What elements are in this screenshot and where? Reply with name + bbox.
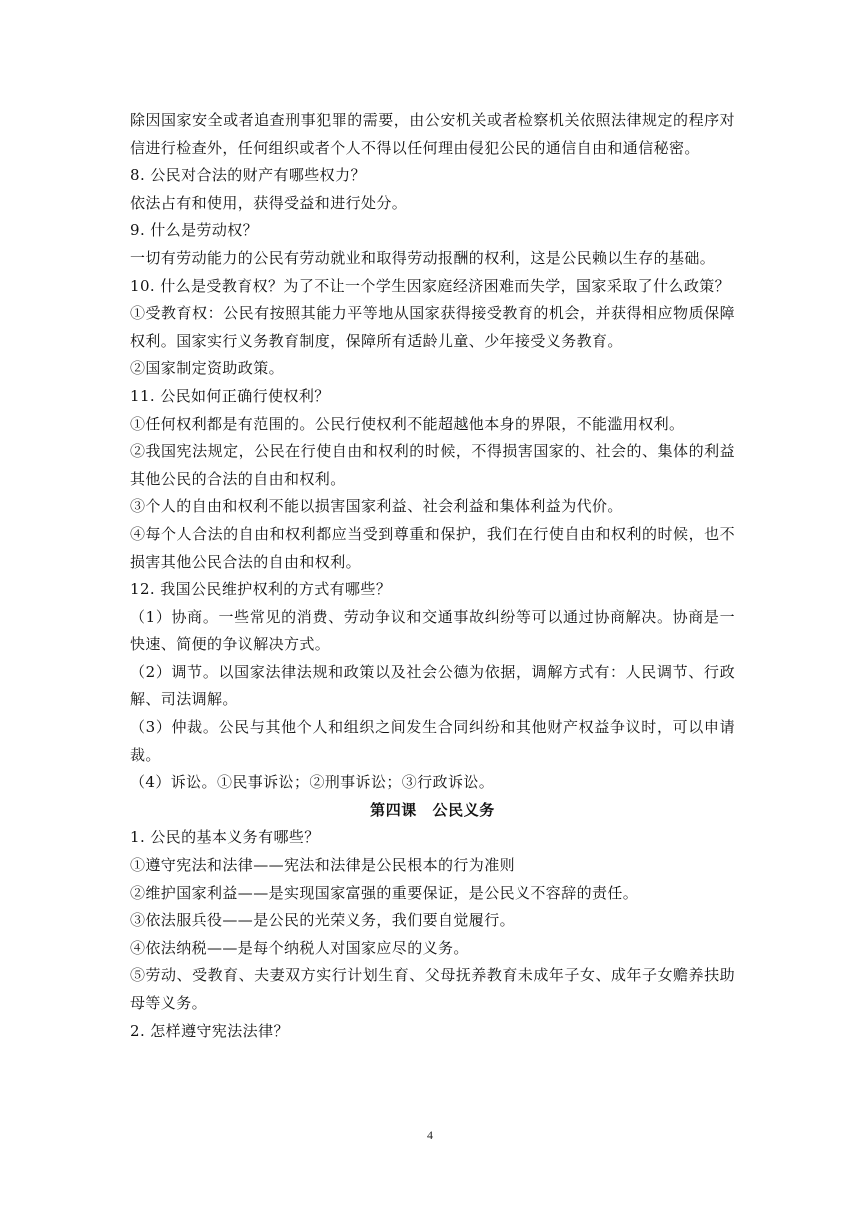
text-line: 损害其他公民合法的自由和权利。 [130, 552, 362, 571]
text-line: ②国家制定资助政策。 [130, 359, 285, 378]
text-line: 11. 公民如何正确行使权利？ [130, 386, 330, 405]
text-line: 依法占有和使用，获得受益和进行处分。 [130, 193, 408, 212]
text-line: 1. 公民的基本义务有哪些？ [130, 828, 320, 847]
text-line: ①遵守宪法和法律——宪法和法律是公民根本的行为准则 [130, 856, 516, 875]
text-line: ③依法服兵役——是公民的光荣义务，我们要自觉履行。 [130, 911, 516, 930]
text-line: 解、司法调解。 [130, 690, 238, 709]
page-body-text [130, 107, 735, 1045]
text-line: 信进行检查外，任何组织或者个人不得以任何理由侵犯公民的通信自由和通信秘密。 [130, 138, 700, 157]
text-line: （3）仲裁。公民与其他个人和组织之间发生合同纠纷和其他财产权益争议时，可以申请 [130, 718, 735, 737]
text-line: 快速、简便的争议解决方式。 [130, 635, 331, 654]
text-line: 除因国家安全或者追查刑事犯罪的需要，由公安机关或者检察机关依照法律规定的程序对 [130, 111, 735, 129]
text-line: 2. 怎样遵守宪法法律？ [130, 1021, 289, 1040]
text-line: （1）协商。一些常见的消费、劳动争议和交通事故纠纷等可以通过协商解决。协商是一 [130, 607, 735, 626]
text-line: （2）调节。以国家法律法规和政策以及社会公德为依据，调解方式有：人民调节、行政 [130, 662, 735, 681]
text-line: ④每个人合法的自由和权利都应当受到尊重和保护，我们在行使自由和权利的时候，也不 [130, 524, 735, 543]
text-line: ①任何权利都是有范围的。公民行使权利不能超越他本身的界限，不能滥用权利。 [130, 414, 685, 433]
text-line: ④依法纳税——是每个纳税人对国家应尽的义务。 [130, 938, 469, 957]
section-heading: 第四课 公民义务 [370, 800, 495, 819]
page-number: 4 [427, 1128, 433, 1142]
text-line: （4）诉讼。①民事诉讼；②刑事诉讼；③行政诉讼。 [130, 773, 495, 792]
text-line: ③个人的自由和权利不能以损害国家利益、社会利益和集体利益为代价。 [130, 497, 623, 516]
text-line: 裁。 [130, 745, 161, 764]
text-line: 12. 我国公民维护权利的方式有哪些？ [130, 580, 392, 599]
text-line: ①受教育权：公民有按照其能力平等地从国家获得接受教育的机会，并获得相应物质保障 [130, 304, 735, 323]
text-line: 10. 什么是受教育权？为了不让一个学生因家庭经济困难而失学，国家采取了什么政策？ [130, 276, 731, 295]
text-line: 9. 什么是劳动权？ [130, 221, 259, 240]
text-line: ②我国宪法规定，公民在行使自由和权利的时候，不得损害国家的、社会的、集体的利益 [130, 442, 735, 461]
text-line: 其他公民的合法的自由和权利。 [130, 469, 346, 488]
text-line: 一切有劳动能力的公民有劳动就业和取得劳动报酬的权利，这是公民赖以生存的基础。 [130, 248, 716, 267]
text-line: 8. 公民对合法的财产有哪些权力？ [130, 166, 366, 185]
text-line: 权利。国家实行义务教育制度，保障所有适龄儿童、少年接受义务教育。 [130, 331, 623, 350]
text-line: 母等义务。 [130, 994, 208, 1012]
text-line: ②维护国家利益——是实现国家富强的重要保证，是公民义不容辞的责任。 [130, 883, 639, 902]
text-line: ⑤劳动、受教育、夫妻双方实行计划生育、父母抚养教育未成年子女、成年子女赡养扶助 [130, 966, 735, 985]
